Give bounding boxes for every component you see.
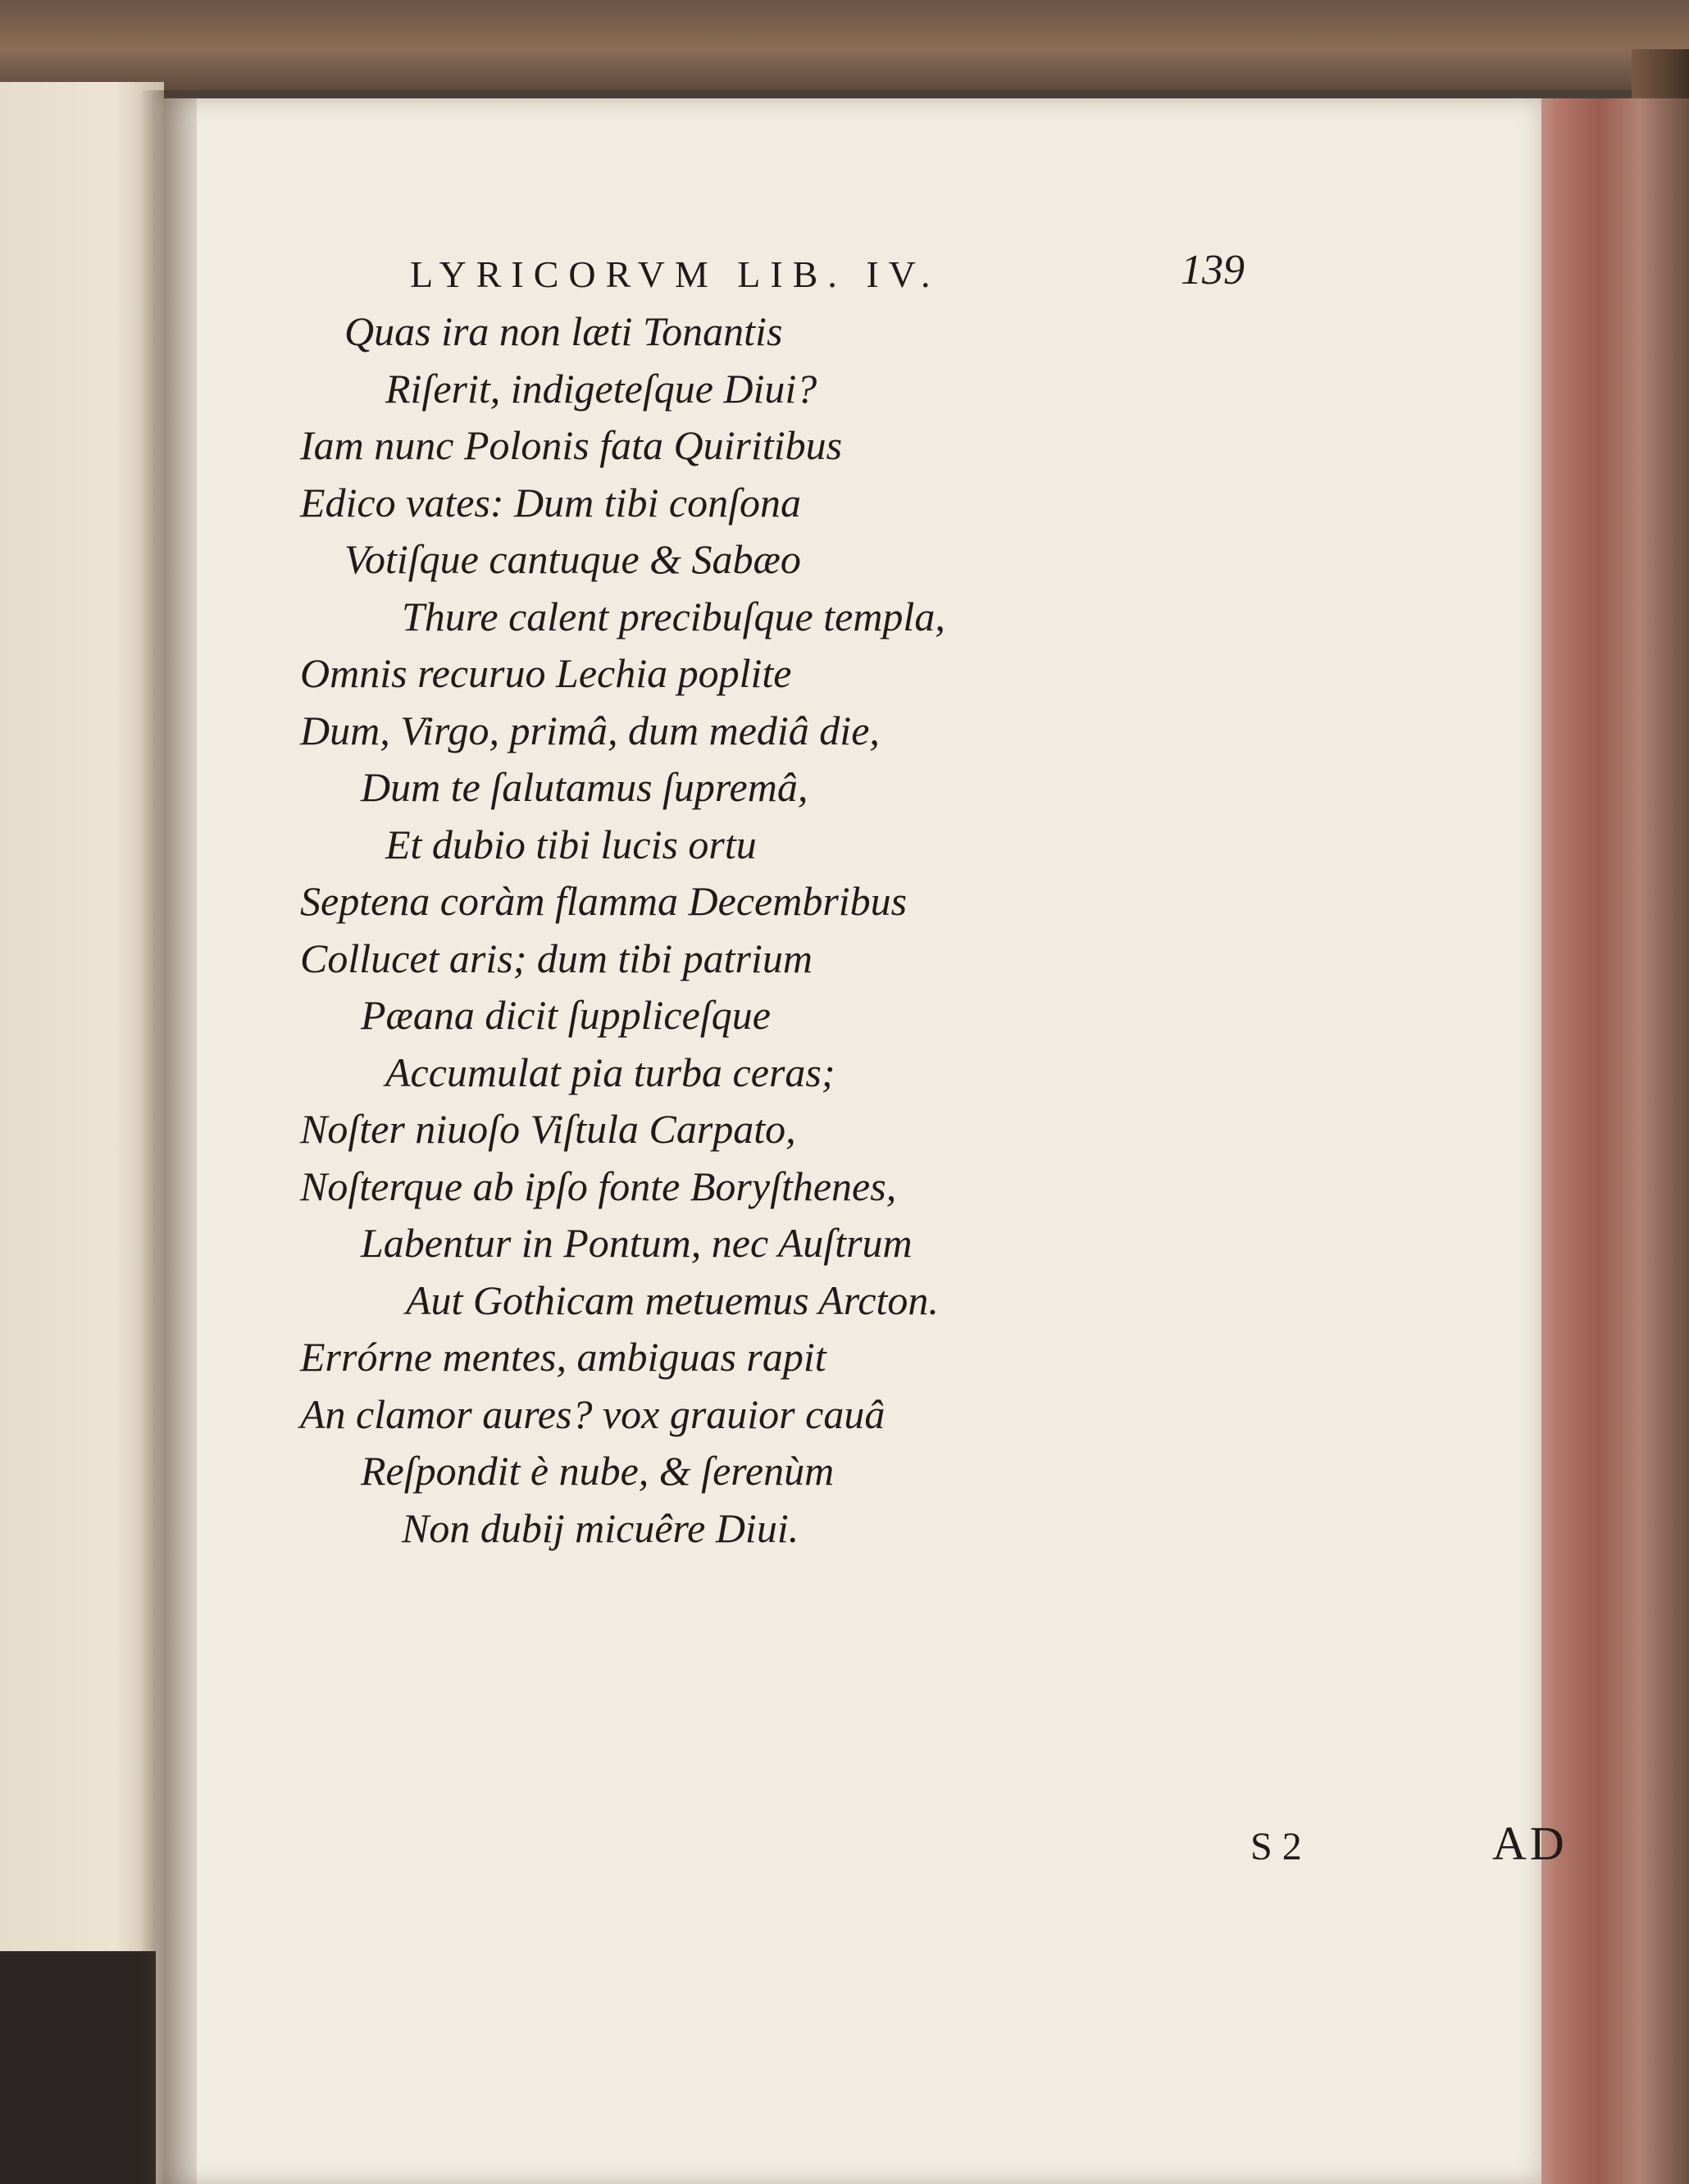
page-number: 139 bbox=[1181, 247, 1245, 293]
verse-line: Errórne mentes, ambiguas rapit bbox=[300, 1334, 826, 1380]
verse-line: Thure calent precibuſque templa, bbox=[402, 593, 945, 639]
signature-mark: S 2 bbox=[1250, 1825, 1302, 1868]
verse-line: Votiſque cantuque & Sabæo bbox=[344, 536, 801, 582]
verse-line: Omnis recuruo Lechia poplite bbox=[300, 650, 792, 696]
verse-line: Collucet aris; dum tibi patrium bbox=[300, 935, 813, 981]
verse-line: Dum, Virgo, primâ, dum mediâ die, bbox=[300, 707, 880, 753]
book-cover-top-edge bbox=[0, 0, 1689, 90]
verse-line: Pæana dicit ſuppliceſque bbox=[361, 992, 771, 1038]
verse-line: Quas ira non læti Tonantis bbox=[344, 308, 783, 354]
verse-line: Accumulat pia turba ceras; bbox=[385, 1049, 835, 1095]
verse-line: Labentur in Pontum, nec Auſtrum bbox=[361, 1220, 913, 1266]
verse-line: Et dubio tibi lucis ortu bbox=[385, 821, 757, 867]
verse-line: Dum te ſalutamus ſupremâ, bbox=[361, 764, 808, 810]
verse-line: Septena coràm flamma Decembribus bbox=[300, 878, 908, 924]
verse-line: Iam nunc Polonis fata Quiritibus bbox=[300, 422, 843, 468]
verse-line: Reſpondit è nube, & ſerenùm bbox=[361, 1448, 835, 1494]
catchword: AD bbox=[1492, 1817, 1568, 1870]
verse-line: Edico vates: Dum tibi conſona bbox=[300, 479, 801, 526]
running-head-title: LYRICORVM LIB. IV. bbox=[410, 253, 940, 295]
verse-line: Noſter niuoſo Viſtula Carpato, bbox=[300, 1106, 796, 1152]
verse-lines bbox=[295, 303, 1361, 1557]
verse-line: Aut Gothicam metuemus Arcton. bbox=[406, 1276, 939, 1323]
verse-line: An clamor aures? vox grauior cauâ bbox=[300, 1390, 885, 1437]
page-block-edge bbox=[1525, 98, 1689, 2184]
running-head bbox=[295, 246, 1279, 303]
verse-line: Noſterque ab ipſo fonte Boryſthenes, bbox=[300, 1163, 897, 1209]
verse-line: Non dubij micuêre Diui. bbox=[402, 1504, 799, 1551]
gutter-shadow bbox=[139, 90, 197, 2184]
verse-line: Riſerit, indigeteſque Diui? bbox=[385, 365, 817, 412]
